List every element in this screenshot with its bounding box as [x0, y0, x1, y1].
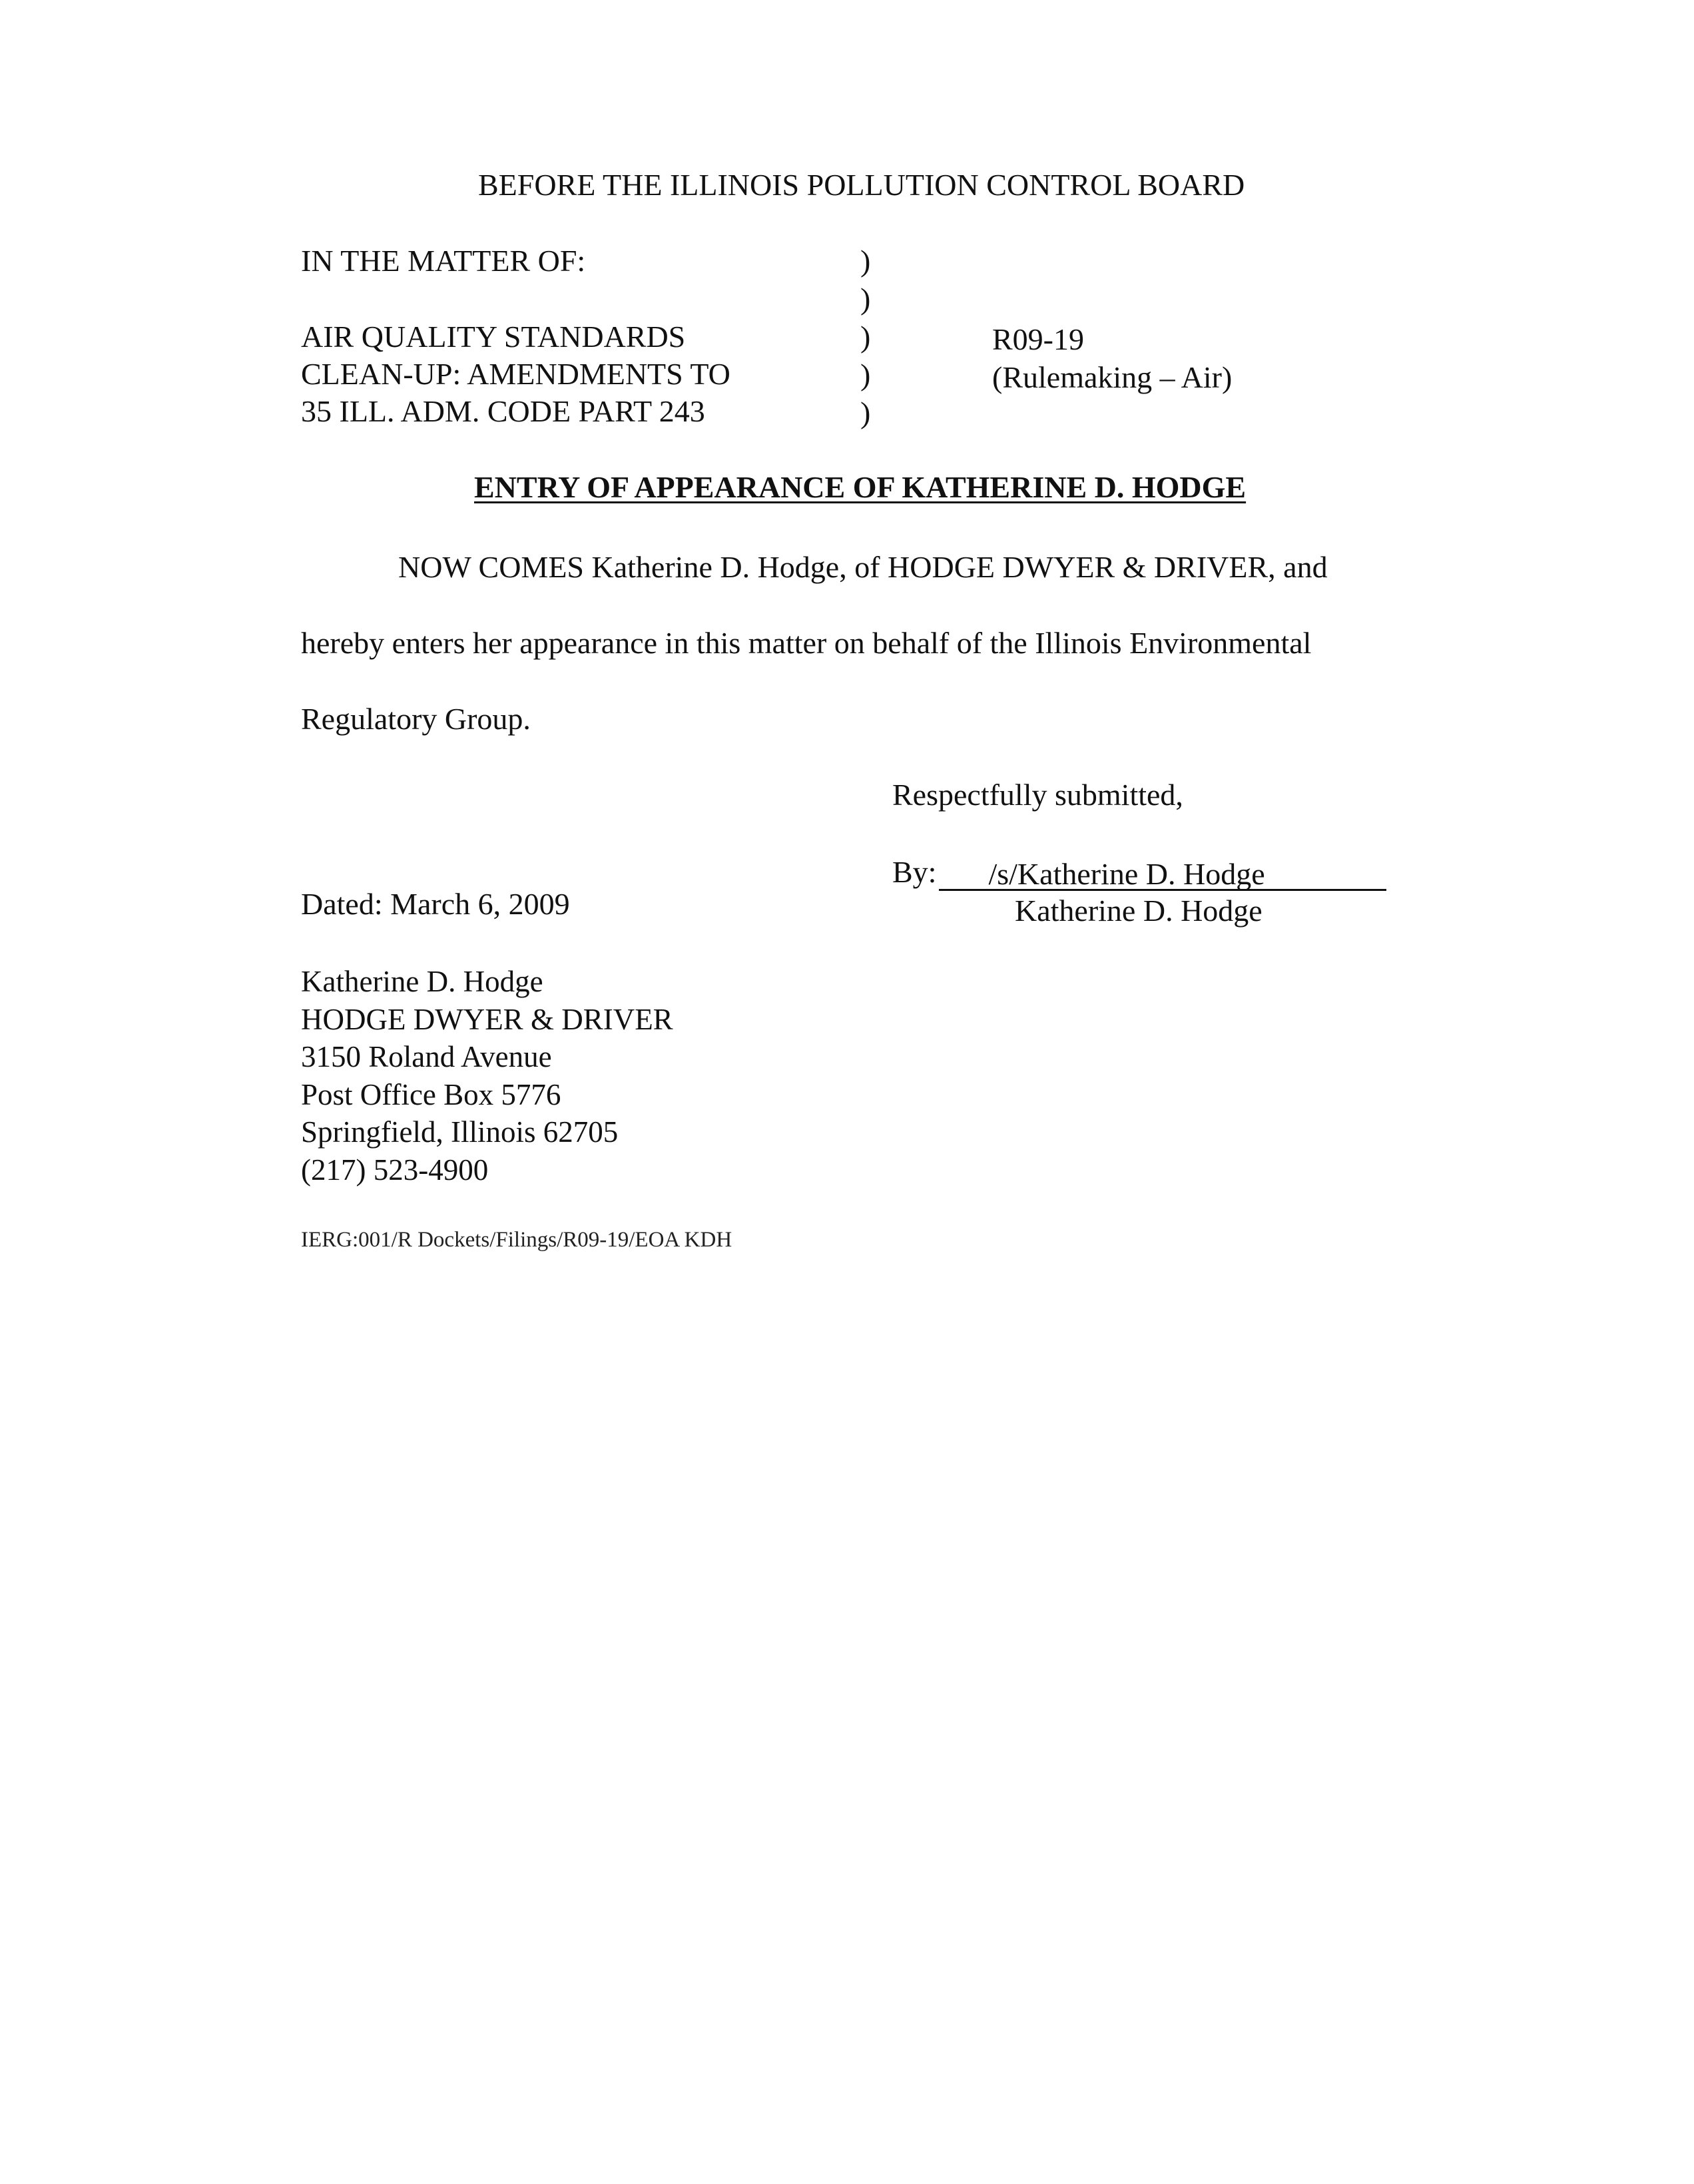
subject-line-3: 35 ILL. ADM. CODE PART 243 — [301, 394, 705, 428]
body-line-1: NOW COMES Katherine D. Hodge, of HODGE DWYER & DRIVER, and — [398, 550, 1328, 584]
address-line-2: HODGE DWYER & DRIVER — [301, 1002, 673, 1036]
subject-line-2: CLEAN-UP: AMENDMENTS TO — [301, 357, 730, 391]
signature-block — [892, 854, 1386, 891]
address-line-1: Katherine D. Hodge — [301, 965, 543, 998]
paren-4: ) — [860, 358, 871, 392]
address-line-6: (217) 523-4900 — [301, 1153, 489, 1187]
signature: /s/Katherine D. Hodge — [988, 857, 1265, 891]
document-title: ENTRY OF APPEARANCE OF KATHERINE D. HODGE — [474, 470, 1247, 504]
paren-5: ) — [860, 396, 871, 429]
body-line-3: Regulatory Group. — [301, 702, 531, 736]
subject-line-1: AIR QUALITY STANDARDS — [301, 320, 686, 354]
body-line-2: hereby enters her appearance in this matter on behalf of the Illinois Environmental — [301, 626, 1312, 660]
caption-matter — [301, 242, 730, 430]
address-line-5: Springfield, Illinois 62705 — [301, 1115, 619, 1149]
printed-name: Katherine D. Hodge — [1015, 894, 1263, 928]
by-label: By: — [892, 855, 937, 889]
paren-2: ) — [860, 282, 871, 316]
signature-line — [939, 856, 1386, 891]
paren-1: ) — [860, 244, 871, 278]
matter-label: IN THE MATTER OF: — [301, 244, 586, 278]
address-line-4: Post Office Box 5776 — [301, 1077, 561, 1111]
docket-number: R09-19 — [992, 322, 1084, 356]
caption-parens — [860, 242, 880, 432]
dated-line: Dated: March 6, 2009 — [301, 887, 570, 921]
address-block — [301, 963, 673, 1189]
docket-info — [992, 321, 1232, 397]
docket-type: (Rulemaking – Air) — [992, 360, 1233, 394]
paren-3: ) — [860, 320, 871, 354]
file-reference: IERG:001/R Dockets/Filings/R09-19/EOA KDH — [301, 1228, 732, 1252]
board-header: BEFORE THE ILLINOIS POLLUTION CONTROL BOARD — [478, 168, 1245, 202]
address-line-3: 3150 Roland Avenue — [301, 1040, 552, 1073]
closing-text: Respectfully submitted, — [892, 778, 1183, 812]
